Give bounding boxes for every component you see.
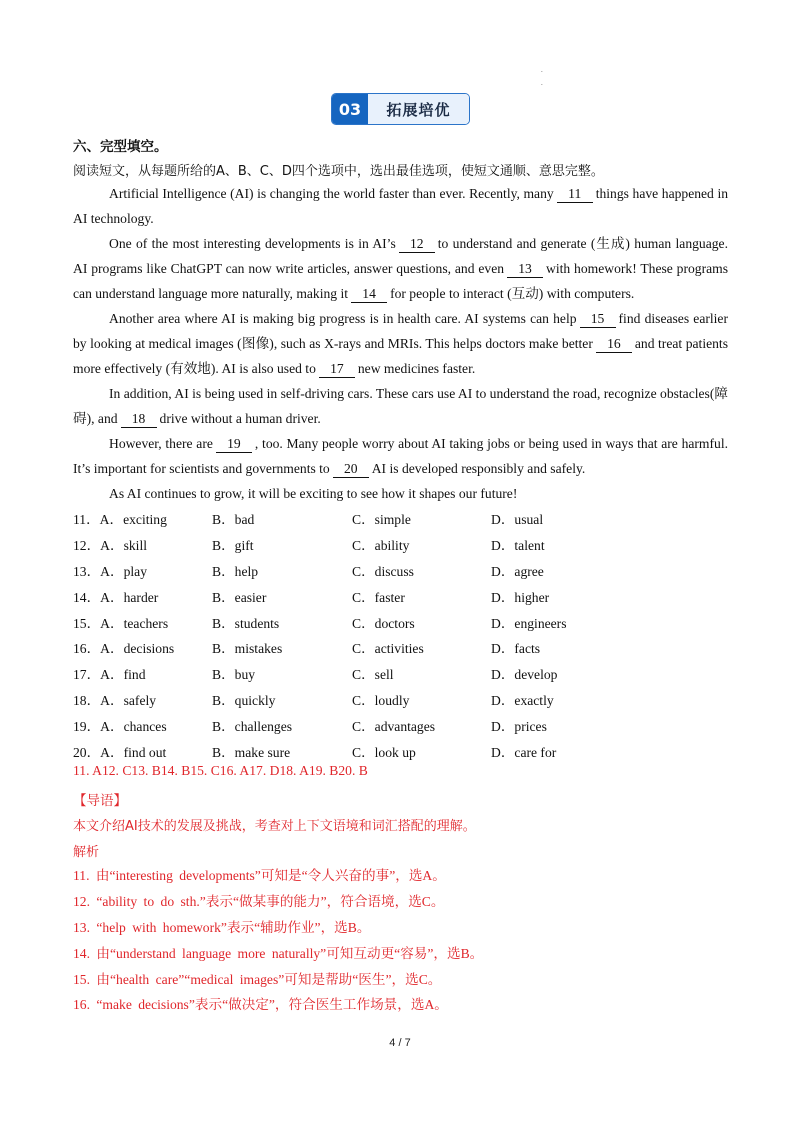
blank-13: 13	[507, 260, 543, 278]
blank-18: 18	[121, 410, 157, 428]
badge-number: 03	[332, 94, 368, 124]
option-b[interactable]: B．quickly	[212, 693, 276, 709]
cloze-passage	[73, 181, 728, 506]
instruction-text: 阅读短文，从每题所给的A、B、C、D四个选项中，选出最佳选项，使短文通顺、意思完整。	[73, 164, 604, 179]
option-row	[73, 583, 728, 609]
option-a[interactable]: 16．A．decisions	[73, 641, 175, 657]
option-row	[73, 686, 728, 712]
option-d[interactable]: D．engineers	[491, 615, 567, 631]
option-c[interactable]: C．look up	[352, 744, 416, 760]
option-d[interactable]: D．exactly	[491, 693, 554, 709]
option-b[interactable]: B．challenges	[212, 719, 293, 735]
analysis-item: 12. “ability to do sth.”表示“做某事的能力”，符合语境，选C。	[73, 893, 445, 909]
blank-12: 12	[399, 235, 435, 253]
option-d[interactable]: D．prices	[491, 719, 547, 735]
blank-16: 16	[596, 335, 632, 353]
option-row	[73, 609, 728, 635]
option-row	[73, 660, 728, 686]
option-d[interactable]: D．usual	[491, 511, 544, 527]
option-d[interactable]: D．develop	[491, 667, 558, 683]
option-d[interactable]: D．higher	[491, 589, 550, 605]
option-c[interactable]: C．discuss	[352, 563, 414, 579]
option-d[interactable]: D．facts	[491, 641, 541, 657]
blank-14: 14	[351, 285, 387, 303]
option-b[interactable]: B．make sure	[212, 744, 291, 760]
option-b[interactable]: B．buy	[212, 667, 256, 683]
blank-11: 11	[557, 185, 593, 203]
option-a[interactable]: 17．A．find	[73, 667, 146, 683]
section-badge	[332, 94, 469, 124]
option-row	[73, 712, 728, 738]
corner-marks: . .	[541, 66, 543, 87]
passage-paragraph: One of the most interesting developments is in AI’s 12 to understand and generate (生成) human language. AI programs like ChatGPT can now write articles, answer questions, and even 13 with homework! These programs can understand language more naturally, making it 14 for people to interact (互动) with computers.	[73, 236, 728, 301]
option-b[interactable]: B．students	[212, 615, 280, 631]
option-d[interactable]: D．care for	[491, 744, 557, 760]
option-b[interactable]: B．bad	[212, 511, 255, 527]
option-b[interactable]: B．help	[212, 563, 259, 579]
passage-paragraph: In addition, AI is being used in self-driving cars. These cars use AI to understand the road, recognize obstacles(障碍), and 18 drive without a human driver.	[73, 386, 728, 426]
option-a[interactable]: 14．A．harder	[73, 589, 159, 605]
option-c[interactable]: C．doctors	[352, 615, 415, 631]
guide-text: 本文介绍AI技术的发展及挑战，考查对上下文语境和词汇搭配的理解。	[73, 819, 476, 834]
option-a[interactable]: 19．A．chances	[73, 719, 167, 735]
analysis-item: 15. 由“health care”“medical images”可知是帮助“医生”，选C。	[73, 971, 442, 987]
analysis-item: 13. “help with homework”表示“辅助作业”，选B。	[73, 919, 371, 935]
option-b[interactable]: B．mistakes	[212, 641, 283, 657]
answer-options	[73, 505, 728, 764]
option-a[interactable]: 15．A．teachers	[73, 615, 169, 631]
option-c[interactable]: C．ability	[352, 537, 410, 553]
answer-key: 11. A12. C13. B14. B15. C16. A17. D18. A19. B20. B	[73, 763, 368, 778]
option-a[interactable]: 11．A．exciting	[73, 511, 167, 527]
guide-heading: 【导语】	[73, 793, 127, 809]
option-row	[73, 557, 728, 583]
page-number: 4 / 7	[389, 1037, 411, 1049]
option-row	[73, 738, 728, 764]
passage-paragraph: Another area where AI is making big progress is in health care. AI systems can help 15 find diseases earlier by looking at medical images (图像), such as X-rays and MRIs. This helps doctors make better 16 and treat patients more effectively (有效地). AI is also used to 17 new medicines faster.	[73, 311, 728, 376]
option-row	[73, 634, 728, 660]
passage-paragraph: However, there are 19 , too. Many people worry about AI taking jobs or being used in ways that are harmful. It’s important for scientists and governments to 20 AI is developed responsibly and safely.	[73, 436, 729, 476]
option-c[interactable]: C．simple	[352, 511, 411, 527]
blank-15: 15	[580, 310, 616, 328]
option-c[interactable]: C．loudly	[352, 693, 410, 709]
option-a[interactable]: 18．A．safely	[73, 693, 157, 709]
option-c[interactable]: C．sell	[352, 667, 394, 683]
analysis-list	[73, 861, 728, 1016]
option-d[interactable]: D．agree	[491, 563, 544, 579]
option-b[interactable]: B．easier	[212, 589, 267, 605]
option-a[interactable]: 13．A．play	[73, 563, 148, 579]
option-d[interactable]: D．talent	[491, 537, 545, 553]
passage-paragraph: Artificial Intelligence (AI) is changing the world faster than ever. Recently, many 11 things have happened in AI technology.	[73, 186, 729, 226]
section-title: 六、完型填空。	[73, 139, 168, 155]
option-a[interactable]: 20．A．find out	[73, 744, 167, 760]
option-c[interactable]: C．activities	[352, 641, 424, 657]
option-b[interactable]: B．gift	[212, 537, 254, 553]
blank-20: 20	[333, 460, 369, 478]
badge-title: 拓展培优	[368, 94, 469, 124]
analysis-item: 16. “make decisions”表示“做决定”，符合医生工作场景，选A。	[73, 997, 448, 1013]
analysis-heading: 解析	[73, 845, 100, 860]
option-c[interactable]: C．faster	[352, 589, 405, 605]
option-c[interactable]: C．advantages	[352, 719, 436, 735]
passage-paragraph: As AI continues to grow, it will be exciting to see how it shapes our future!	[109, 486, 518, 501]
blank-17: 17	[319, 360, 355, 378]
analysis-item: 11. 由“interesting developments”可知是“令人兴奋的事”，选A。	[73, 867, 446, 883]
option-a[interactable]: 12．A．skill	[73, 537, 148, 553]
option-row	[73, 531, 728, 557]
blank-19: 19	[216, 435, 252, 453]
option-row	[73, 505, 728, 531]
analysis-item: 14. 由“understand language more naturally”可知互动更“容易”，选B。	[73, 945, 484, 961]
